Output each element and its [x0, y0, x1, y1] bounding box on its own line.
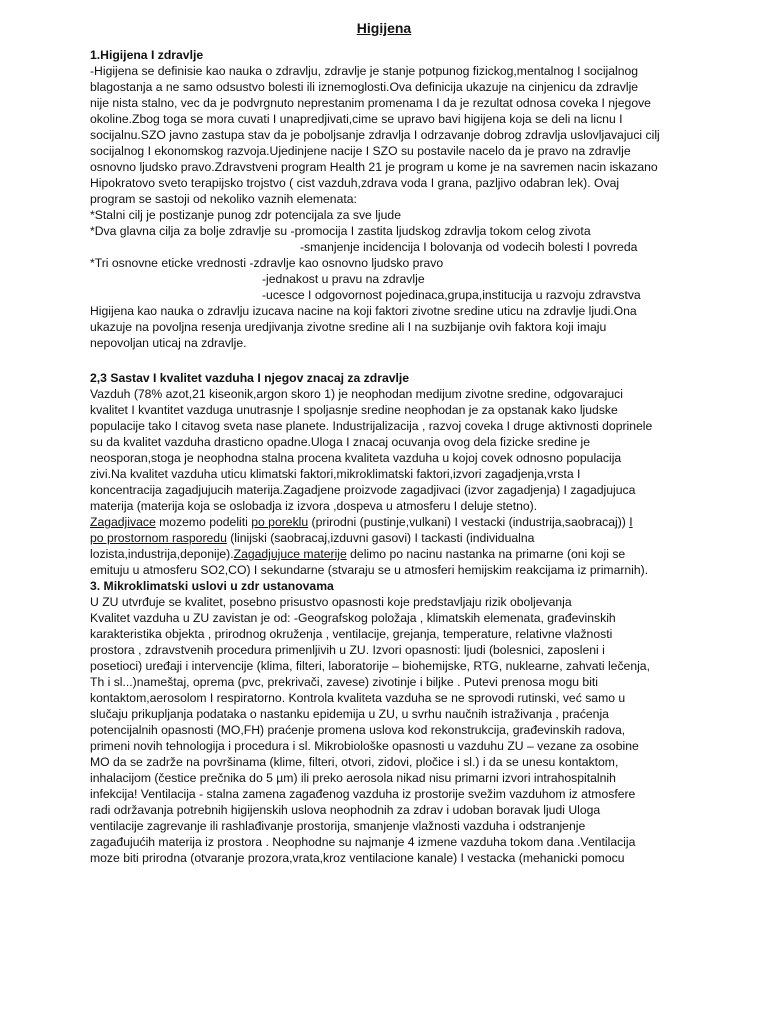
text-line: program se sastoji od nekoliko vaznih elemenata:	[90, 192, 357, 206]
text-line: -smanjenje incidencija I bolovanja od vodecih bolesti I povreda	[300, 240, 638, 254]
text-line: radi održavanja potrebnih higijenskih uslova neophodnih za zdrav i udoban boravak ljudi Uloga	[90, 803, 601, 817]
text-line: Kvalitet vazduha u ZU zavistan je od: -Geografskog položaja , klimatskih elemenata, građevinskih	[90, 611, 616, 625]
text-line: -jednakost u pravu na zdravlje	[262, 272, 425, 286]
text-line: Th i sl...)nameštaj, oprema (pvc, prekrivači, zavese) zivotinje i biljke . Putevi prenosa mogu biti	[90, 675, 599, 689]
underlined-term: Zagadjujuce materije	[233, 547, 347, 561]
text-line: emituju u atmosferu SO2,CO) I sekundarne (stvaraju se u atmosferi hemijskim reakcijama iz primarnih).	[90, 563, 649, 577]
text-line: socijalnu.SZO javno zastupa stav da je poboljsanje zdravlja I odrzavanje dobrog zdravlja uslovljavajuci cilj	[90, 128, 660, 142]
text-line: potencijalnih opasnosti (MO,FH) praćenje promena uslova kod rekonstrukcija, građevinskih radova,	[90, 723, 626, 737]
text-line: Higijena kao nauka o zdravlju izucava nacine na koji faktori zivotne sredine uticu na zdravlje ljudi.Ona	[90, 304, 637, 318]
text-line: su da kvalitet vazduha drasticno opadne.Uloga I znacaj ocuvanja ovog dela fizicke sredine je	[90, 435, 590, 449]
text-line: *Stalni cilj je postizanje punog zdr potencijala za sve ljude	[90, 208, 401, 222]
text-line	[90, 546, 625, 562]
text-line: okoline.Zbog toga se mora cuvati I unapredjivati,cime se upravo bavi higijena koja se deli na licnu I	[90, 112, 623, 126]
underlined-term: po poreklu	[251, 515, 309, 529]
text-line: populacije tako I citavog sveta nase planete. Industrijalizacija , razvoj coveka I druge aktivnosti doprinele	[90, 419, 653, 433]
text-span: (linijski (saobracaj,izduvni gasovi) I tackasti (individualna	[226, 531, 535, 545]
text-line: koncentracija zagadjujucih materija.Zagadjene proizvode zagadjivaci (izvor zagadjenja) I zagadjujuca	[90, 483, 636, 497]
text-line: U ZU utvrđuje se kvalitet, posebno prisustvo opasnosti koje predstavljaju rizik obolјevanja	[90, 595, 572, 609]
text-line: ukazuje na povoljna resenja uredjivanja zivotne sredine ali I na suzbijanje ovih faktora koji imaju	[90, 320, 607, 334]
section-heading: 3. Mikroklimatski uslovi u zdr ustanovama	[90, 579, 334, 593]
text-line: karakteristika objekta , prirodnog okruženja , ventilacije, grejanja, temperature, relativne vlažnosti	[90, 627, 613, 641]
underlined-term: Zagadjivace	[90, 515, 156, 529]
page-title: Higijena	[356, 20, 412, 36]
text-line: -Higijena se definisie kao nauka o zdravlju, zdravlje je stanje potpunog fizickog,mentalnog I socijalnog	[90, 64, 639, 78]
text-line	[90, 530, 534, 546]
text-span: mozemo podeliti	[155, 515, 252, 529]
text-line: kontaktom,aerosolom I respiratorno. Kontrola kvaliteta vazduha se ne sprovodi rutinski, već samo u	[90, 691, 626, 705]
text-line: Hipokratovo sveto terapijsko trojstvo ( cist vazduh,zdrava voda I grana, pazljivo odabran lek). Ovaj	[90, 176, 620, 190]
text-line: *Tri osnovne eticke vrednosti -zdravlje kao osnovno ljudsko pravo	[90, 256, 444, 270]
text-line: zivi.Na kvalitet vazduha uticu klimatski faktori,mikroklimatski faktori,izvori zagadjenja,vrsta I	[90, 467, 581, 481]
text-span: (prirodni (pustinje,vulkani) I vestacki (industrija,saobracaj))	[308, 515, 630, 529]
text-line: osnovno ljudsko pravo.Zdravstveni program Health 21 je program u kome je na savremen nacin iskazano	[90, 160, 658, 174]
text-span: delimo po nacinu nastanka na primarne (oni koji se	[346, 547, 626, 561]
text-line: inhalacijom (čestice prečnika do 5 µm) ili preko aerosola nikad nisu primarni izvori intrahospitalnih	[90, 771, 616, 785]
text-line: nepovoljan uticaj na zdravlje.	[90, 336, 247, 350]
text-line: socijalnog I ekonomskog razvoja.Ujedinjene nacije I SZO su postavile nacelo da je pravo na zdravlje	[90, 144, 631, 158]
text-line: materija (materija koja se oslobadja iz izvora ,dospeva u atmosferu I deluje stetno).	[90, 499, 538, 513]
text-line	[90, 514, 633, 530]
text-span: lozista,industrija,deponije).	[90, 547, 234, 561]
text-line: primeni novih tehnologija i procedura i sl. Mikrobiološke opasnosti u vazduhu ZU – vezane za osobine	[90, 739, 639, 753]
text-line: infekcija! Ventilacija - stalna zamena zagađenog vazduha iz prostorije svežim vazduhom iz atmosfere	[90, 787, 636, 801]
text-line: blagostanja a ne samo odsustvo bolesti ili iznemoglosti.Ova definicija ukazuje na cinjenicu da zdravlje	[90, 80, 639, 94]
text-line: posetioci) uređaji i intervencije (klima, filteri, laboratorije – biohemijske, RTG, nuklearne, zahvati lečenja,	[90, 659, 650, 673]
text-line: kvalitet I kvantitet vazduga unutrasnje I spoljasnje sredine neophodan je za opstanak kako ljudske	[90, 403, 618, 417]
text-line: Vazduh (78% azot,21 kiseonik,argon skoro 1) je neophodan medijum zivotne sredine, odgovarajuci	[90, 387, 623, 401]
underlined-term: I	[629, 515, 633, 529]
text-line: moze biti prirodna (otvaranje prozora,vrata,kroz ventilacione kanale) I vestacka (mehanicki pomocu	[90, 851, 625, 865]
section-heading: 2,3 Sastav I kvalitet vazduha I njegov znacaj za zdravlje	[90, 371, 410, 385]
text-line: MO da se zadrže na površinama (klime, filteri, otvori, zidovi, pločice i sl.) i da se unesu kontaktom,	[90, 755, 619, 769]
text-line: -ucesce I odgovornost pojedinaca,grupa,institucija u razvoju zdravstva	[262, 288, 641, 302]
text-line: nije nista stalno, vec da je podvrgnuto neprestanim promenama I da je rezultat odnosa coveka I njegove	[90, 96, 651, 110]
text-line: neosporan,stoga je neophodna stalna procena kvaliteta vazduha u kojoj covek odnosno populacija	[90, 451, 622, 465]
section-heading: 1.Higijena I zdravlje	[90, 48, 204, 62]
text-line: slučaju prikupljanja podataka o nastanku epidemija u ZU, u svrhu naučnih istraživanja , praćenja	[90, 707, 609, 721]
text-line: prostora , zdravstvenih procedura primenljivih u ZU. Izvori opasnosti: ljudi (bolesnici, zaposleni i	[90, 643, 605, 657]
underlined-term: po prostornom rasporedu	[90, 531, 227, 545]
text-line: ventilacije zagrevanje ili rashlađivanje prostorija, smanjenje vlažnosti vazduha i odstranjenje	[90, 819, 586, 833]
text-line: zagađujućih materija iz prostora . Neophodne su najmanje 4 izmene vazduha tokom dana .Ventilacija	[90, 835, 636, 849]
text-line: *Dva glavna cilja za bolje zdravlje su -promocija I zastita ljudskog zdravlja tokom celog zivota	[90, 224, 591, 238]
